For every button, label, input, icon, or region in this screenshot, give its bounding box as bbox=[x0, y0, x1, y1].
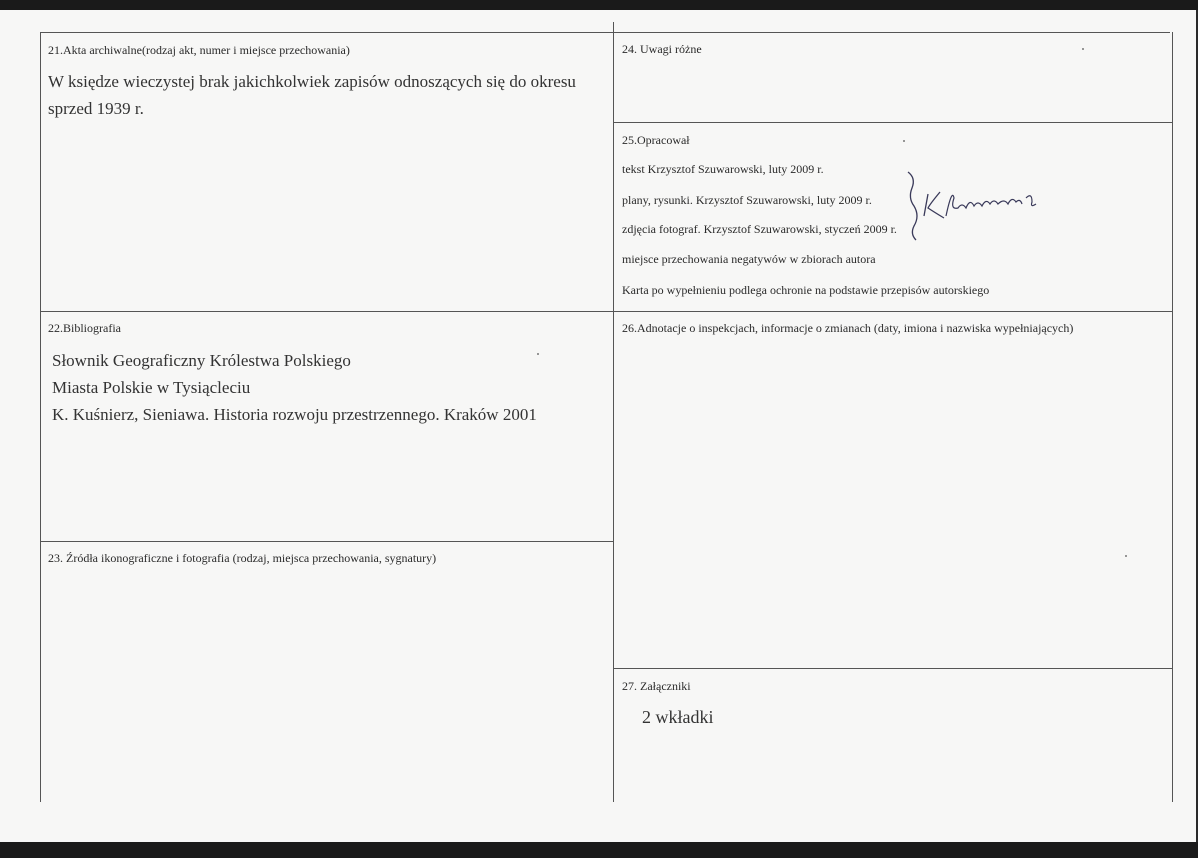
divider-21-22 bbox=[40, 311, 1172, 312]
attachments-value: 2 wkładki bbox=[642, 707, 714, 727]
section-25-text-author: tekst Krzysztof Szuwarowski, luty 2009 r. bbox=[622, 162, 824, 176]
section-23-label: 23. Źródła ikonograficzne i fotografia (rodzaj, miejsca przechowania, sygnatury) bbox=[48, 551, 437, 565]
left-border bbox=[40, 32, 41, 802]
section-21-line-1: W księdze wieczystej brak jakichkolwiek zapisów odnoszących się do okresu bbox=[48, 72, 576, 91]
section-25-negatives: miejsce przechowania negatywów w zbiorach autora bbox=[622, 252, 876, 266]
bibliography-item-3: K. Kuśnierz, Sieniawa. Historia rozwoju przestrzennego. Kraków 2001 bbox=[52, 405, 537, 424]
section-24-label: 24. Uwagi różne bbox=[622, 42, 702, 56]
section-25-plans-author: plany, rysunki. Krzysztof Szuwarowski, luty 2009 r. bbox=[622, 193, 872, 207]
center-divider bbox=[613, 22, 614, 802]
bibliography-item-2: Miasta Polskie w Tysiącleciu bbox=[52, 378, 251, 397]
handwritten-signature bbox=[900, 168, 1050, 248]
section-22-label: 22.Bibliografia bbox=[48, 321, 121, 335]
divider-22-23 bbox=[40, 541, 613, 542]
scan-speck bbox=[1125, 555, 1127, 557]
section-21-line-2: sprzed 1939 r. bbox=[48, 99, 144, 118]
section-25-label: 25.Opracował bbox=[622, 133, 690, 147]
section-25-photos-author: zdjęcia fotograf. Krzysztof Szuwarowski, styczeń 2009 r. bbox=[622, 222, 897, 236]
top-border bbox=[40, 32, 1170, 33]
scan-speck bbox=[537, 353, 539, 355]
section-21-label: 21.Akta archiwalne(rodzaj akt, numer i miejsce przechowania) bbox=[48, 43, 350, 57]
bibliography-item-1: Słownik Geograficzny Królestwa Polskiego bbox=[52, 351, 351, 370]
scan-speck bbox=[1082, 48, 1084, 50]
section-25-copyright: Karta po wypełnieniu podlega ochronie na podstawie przepisów autorskiego bbox=[622, 283, 990, 297]
divider-26-27 bbox=[613, 668, 1172, 669]
document-page bbox=[0, 10, 1198, 842]
right-border bbox=[1172, 32, 1173, 802]
divider-24-25 bbox=[613, 122, 1172, 123]
section-26-label: 26.Adnotacje o inspekcjach, informacje o zmianach (daty, imiona i nazwiska wypełniających) bbox=[622, 321, 1074, 335]
section-27-label: 27. Załączniki bbox=[622, 679, 691, 693]
scan-speck bbox=[903, 140, 905, 142]
